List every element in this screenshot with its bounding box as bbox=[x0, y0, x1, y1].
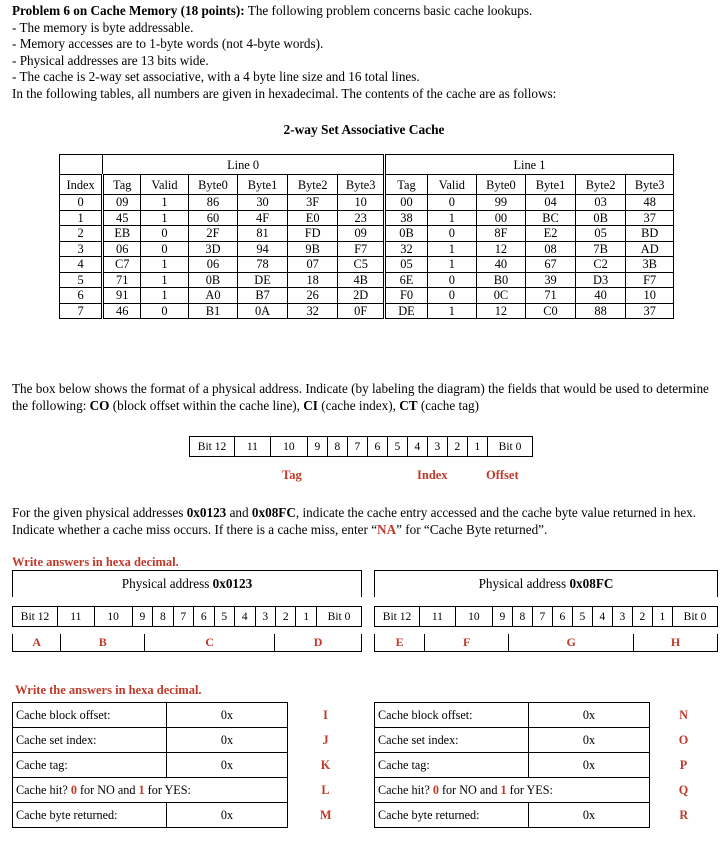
cache-cell: 6E bbox=[384, 272, 427, 288]
left-answer-value: 0x bbox=[167, 753, 288, 778]
hit-one: 1 bbox=[500, 782, 507, 797]
right-bit-cell: Bit 0 bbox=[673, 607, 718, 627]
right-answer-label: Cache byte returned: bbox=[375, 803, 529, 828]
format-paragraph bbox=[12, 381, 722, 414]
right-answer-letter: R bbox=[679, 807, 689, 822]
cache-cell: 0 bbox=[428, 226, 477, 242]
cache-cell: 0A bbox=[238, 303, 288, 319]
cache-cell: 71 bbox=[526, 288, 576, 304]
right-answer-row bbox=[375, 728, 718, 753]
cache-cell: 1 bbox=[60, 210, 103, 226]
cache-cell: F0 bbox=[384, 288, 427, 304]
right-bit-cell: 6 bbox=[552, 607, 572, 627]
format-bit-cell: 5 bbox=[387, 437, 407, 457]
right-answer-label: Cache set index: bbox=[375, 728, 529, 753]
left-answer-row bbox=[13, 728, 364, 753]
question-addr1: 0x0123 bbox=[186, 505, 227, 520]
right-answer-letter: O bbox=[678, 732, 689, 747]
cache-cell: 04 bbox=[526, 195, 576, 211]
cache-col-header: Index bbox=[60, 175, 103, 195]
cache-cell: B1 bbox=[188, 303, 238, 319]
cache-col-header: Byte0 bbox=[476, 175, 526, 195]
right-heading-addr: 0x08FC bbox=[569, 576, 614, 591]
right-answer-letter: N bbox=[679, 707, 688, 722]
question-paragraph bbox=[12, 505, 722, 538]
left-bit-cell: 3 bbox=[255, 607, 275, 627]
cache-col-header: Byte1 bbox=[238, 175, 288, 195]
right-answer-letter: P bbox=[679, 757, 688, 772]
cache-cell: BC bbox=[526, 210, 576, 226]
cache-col-header: Byte0 bbox=[188, 175, 238, 195]
cache-cell: 4 bbox=[60, 257, 103, 273]
right-answer-value: 0x bbox=[529, 753, 650, 778]
cache-col-header: Tag bbox=[384, 175, 427, 195]
right-bit-cell: 1 bbox=[652, 607, 672, 627]
cache-cell: 0 bbox=[60, 195, 103, 211]
left-label-d: D bbox=[275, 634, 362, 652]
cache-cell: E0 bbox=[287, 210, 338, 226]
format-bit-cell: 9 bbox=[307, 437, 327, 457]
right-answer-label: Cache tag: bbox=[375, 753, 529, 778]
ct-desc: (cache tag) bbox=[417, 397, 480, 413]
right-bit-cell: 2 bbox=[632, 607, 652, 627]
cache-cell: 40 bbox=[575, 288, 626, 304]
cache-row bbox=[60, 303, 674, 319]
cache-cell: 0B bbox=[384, 226, 427, 242]
tag-field-label: Tag bbox=[282, 468, 302, 482]
left-bit-cell: 4 bbox=[235, 607, 255, 627]
right-label-h: H bbox=[634, 634, 718, 652]
cache-cell: 60 bbox=[188, 210, 238, 226]
problem-intro bbox=[12, 3, 722, 103]
corner-cell bbox=[60, 155, 103, 175]
hit-mid: for NO and bbox=[438, 782, 501, 797]
cache-cell: 78 bbox=[238, 257, 288, 273]
format-bit-cell: 1 bbox=[467, 437, 487, 457]
cache-cell: E2 bbox=[526, 226, 576, 242]
left-answer-label: Cache byte returned: bbox=[13, 803, 167, 828]
cache-cell: 1 bbox=[428, 257, 477, 273]
right-bit-cell: 4 bbox=[592, 607, 612, 627]
line1-header: Line 1 bbox=[384, 155, 673, 175]
cache-col-header: Byte2 bbox=[575, 175, 626, 195]
cache-cell: 46 bbox=[103, 303, 141, 319]
right-answer-label: Cache block offset: bbox=[375, 703, 529, 728]
format-bit-cell: Bit 0 bbox=[488, 437, 533, 457]
cache-cell: C2 bbox=[575, 257, 626, 273]
cache-cell: 0 bbox=[428, 195, 477, 211]
left-bit-cell: 9 bbox=[132, 607, 152, 627]
cache-cell: 99 bbox=[476, 195, 526, 211]
cache-title: 2-way Set Associative Cache bbox=[283, 122, 445, 137]
left-answer-row bbox=[13, 803, 364, 828]
cache-cell: 10 bbox=[626, 288, 674, 304]
cache-cell: 67 bbox=[526, 257, 576, 273]
hex-note: In the following tables, all numbers are given in hexadecimal. The contents of the cache are as follows: bbox=[12, 85, 557, 101]
format-bit-cell: 3 bbox=[427, 437, 447, 457]
hit-suffix: for YES: bbox=[506, 782, 553, 797]
right-bit-cell: 5 bbox=[572, 607, 592, 627]
cache-cell: 00 bbox=[476, 210, 526, 226]
cache-row bbox=[60, 241, 674, 257]
cache-cell: 05 bbox=[384, 257, 427, 273]
cache-cell: 0B bbox=[188, 272, 238, 288]
right-address-heading bbox=[374, 570, 718, 597]
right-answer-row bbox=[375, 803, 718, 828]
cache-cell: 88 bbox=[575, 303, 626, 319]
na-term: NA bbox=[377, 521, 397, 537]
cache-cell: 09 bbox=[103, 195, 141, 211]
cache-cell: 0 bbox=[428, 272, 477, 288]
right-bit-cell: 11 bbox=[420, 607, 456, 627]
cache-header-row bbox=[60, 175, 674, 195]
problem-title: Problem 6 on Cache Memory (18 points): bbox=[12, 3, 245, 18]
cache-cell: 48 bbox=[626, 195, 674, 211]
cache-cell: DE bbox=[238, 272, 288, 288]
right-answer-value: 0x bbox=[529, 703, 650, 728]
line0-header: Line 0 bbox=[103, 155, 385, 175]
left-answer-label: Cache block offset: bbox=[13, 703, 167, 728]
cache-cell: 1 bbox=[141, 195, 188, 211]
write-hex-note: Write answers in hexa decimal. bbox=[12, 555, 179, 569]
left-heading-addr: 0x0123 bbox=[212, 576, 253, 591]
left-label-a: A bbox=[13, 634, 61, 652]
cache-col-header: Tag bbox=[103, 175, 141, 195]
cache-cell: 9B bbox=[287, 241, 338, 257]
cache-cell: 1 bbox=[428, 210, 477, 226]
cache-cell: AD bbox=[626, 241, 674, 257]
cache-cell: BD bbox=[626, 226, 674, 242]
hit-suffix: for YES: bbox=[144, 782, 191, 797]
cache-cell: 37 bbox=[626, 303, 674, 319]
cache-cell: 32 bbox=[287, 303, 338, 319]
right-answer-row bbox=[375, 753, 718, 778]
right-field-labels bbox=[374, 634, 718, 652]
cache-cell: 0 bbox=[428, 288, 477, 304]
cache-row bbox=[60, 257, 674, 273]
cache-cell: 08 bbox=[526, 241, 576, 257]
cache-cell: 07 bbox=[287, 257, 338, 273]
left-bit-cell: 6 bbox=[194, 607, 214, 627]
cache-cell: 32 bbox=[384, 241, 427, 257]
cache-cell: 2 bbox=[60, 226, 103, 242]
cache-cell: 3 bbox=[60, 241, 103, 257]
hit-prefix: Cache hit? bbox=[378, 782, 433, 797]
right-answer-row bbox=[375, 778, 718, 803]
right-bit-row bbox=[375, 607, 718, 627]
right-answer-letter: Q bbox=[678, 782, 689, 797]
format-bit-cell: 11 bbox=[235, 437, 271, 457]
hit-one: 1 bbox=[138, 782, 145, 797]
cache-cell: 3F bbox=[287, 195, 338, 211]
left-bit-cell: 10 bbox=[94, 607, 132, 627]
left-label-b: B bbox=[61, 634, 145, 652]
cache-cell: F7 bbox=[338, 241, 384, 257]
right-bit-cell: 8 bbox=[512, 607, 532, 627]
cache-cell: 2F bbox=[188, 226, 238, 242]
right-label-f: F bbox=[425, 634, 509, 652]
bullet: - The memory is byte addressable. bbox=[12, 19, 194, 35]
index-field-label: Index bbox=[417, 468, 448, 482]
cache-cell: 7B bbox=[575, 241, 626, 257]
format-text: The box below shows the format of a physical address. Indicate (by labeling the diagram) the fields that would be used to determine the following: bbox=[12, 381, 709, 413]
cache-row bbox=[60, 272, 674, 288]
cache-cell: B0 bbox=[476, 272, 526, 288]
question-text-c: ” for “Cache Byte returned”. bbox=[396, 521, 548, 537]
cache-cell: 1 bbox=[428, 303, 477, 319]
cache-cell: 37 bbox=[626, 210, 674, 226]
left-bit-cell: 7 bbox=[173, 607, 193, 627]
cache-cell: 0C bbox=[476, 288, 526, 304]
cache-cell: 0 bbox=[141, 241, 188, 257]
offset-field-label: Offset bbox=[486, 468, 519, 482]
format-bit-cell: Bit 12 bbox=[190, 437, 235, 457]
cache-table bbox=[59, 154, 674, 319]
cache-cell: DE bbox=[384, 303, 427, 319]
right-bit-cell: Bit 12 bbox=[375, 607, 420, 627]
left-bit-cell: Bit 0 bbox=[317, 607, 362, 627]
cache-col-header: Byte3 bbox=[338, 175, 384, 195]
format-bit-cell: 10 bbox=[270, 437, 307, 457]
cache-col-header: Byte2 bbox=[287, 175, 338, 195]
cache-cell: 1 bbox=[141, 288, 188, 304]
cache-cell: 94 bbox=[238, 241, 288, 257]
left-answer-letter: I bbox=[323, 707, 328, 722]
problem-title-line bbox=[12, 3, 722, 20]
left-answer-letter: K bbox=[320, 757, 331, 772]
cache-cell: 0 bbox=[141, 226, 188, 242]
right-answer-label bbox=[375, 778, 650, 803]
right-heading-prefix: Physical address bbox=[478, 576, 570, 591]
problem-subtitle: The following problem concerns basic cache lookups. bbox=[244, 3, 533, 18]
left-answer-letter: L bbox=[321, 782, 330, 797]
right-answer-value: 0x bbox=[529, 728, 650, 753]
cache-cell: 1 bbox=[141, 210, 188, 226]
cache-cell: 03 bbox=[575, 195, 626, 211]
left-answer-letter: J bbox=[322, 732, 329, 747]
cache-col-header: Valid bbox=[141, 175, 188, 195]
left-answer-value: 0x bbox=[167, 703, 288, 728]
question-text: For the given physical addresses bbox=[12, 505, 187, 520]
left-bit-cell: 1 bbox=[296, 607, 317, 627]
write-answers-note: Write the answers in hexa decimal. bbox=[15, 683, 202, 697]
cache-col-header: Byte1 bbox=[526, 175, 576, 195]
cache-cell: B7 bbox=[238, 288, 288, 304]
left-answer-label: Cache tag: bbox=[13, 753, 167, 778]
co-term: CO bbox=[89, 397, 110, 413]
cache-cell: 7 bbox=[60, 303, 103, 319]
format-bit-cell: 7 bbox=[347, 437, 367, 457]
ct-term: CT bbox=[399, 397, 418, 413]
cache-cell: 00 bbox=[384, 195, 427, 211]
cache-cell: A0 bbox=[188, 288, 238, 304]
cache-row bbox=[60, 288, 674, 304]
cache-cell: 4B bbox=[338, 272, 384, 288]
cache-cell: F7 bbox=[626, 272, 674, 288]
bullet: - The cache is 2-way set associative, with a 4 byte line size and 16 total lines. bbox=[12, 69, 420, 85]
cache-cell: 23 bbox=[338, 210, 384, 226]
cache-cell: 06 bbox=[188, 257, 238, 273]
cache-cell: D3 bbox=[575, 272, 626, 288]
left-answer-value: 0x bbox=[167, 803, 288, 828]
cache-cell: 06 bbox=[103, 241, 141, 257]
right-bit-cell: 7 bbox=[532, 607, 552, 627]
cache-col-header: Byte3 bbox=[626, 175, 674, 195]
right-bit-cell: 9 bbox=[492, 607, 512, 627]
left-answer-row bbox=[13, 778, 364, 803]
cache-cell: 12 bbox=[476, 241, 526, 257]
cache-cell: 86 bbox=[188, 195, 238, 211]
cache-col-header: Valid bbox=[428, 175, 477, 195]
cache-cell: C0 bbox=[526, 303, 576, 319]
left-answer-table bbox=[12, 702, 364, 828]
bullet: - Physical addresses are 13 bits wide. bbox=[12, 52, 209, 68]
cache-cell: 91 bbox=[103, 288, 141, 304]
cache-row bbox=[60, 226, 674, 242]
cache-cell: 18 bbox=[287, 272, 338, 288]
left-heading-prefix: Physical address bbox=[121, 576, 213, 591]
address-format-bits bbox=[189, 436, 533, 457]
right-answer-table bbox=[374, 702, 718, 828]
cache-cell: 3B bbox=[626, 257, 674, 273]
left-bit-cell: 2 bbox=[275, 607, 295, 627]
cache-cell: EB bbox=[103, 226, 141, 242]
cache-cell: 6 bbox=[60, 288, 103, 304]
bullet: - Memory accesses are to 1-byte words (not 4-byte words). bbox=[12, 36, 324, 52]
cache-cell: 26 bbox=[287, 288, 338, 304]
right-bits bbox=[374, 606, 718, 627]
cache-row bbox=[60, 210, 674, 226]
cache-cell: 4F bbox=[238, 210, 288, 226]
cache-cell: 39 bbox=[526, 272, 576, 288]
cache-cell: 2D bbox=[338, 288, 384, 304]
cache-cell: 81 bbox=[238, 226, 288, 242]
hit-mid: for NO and bbox=[76, 782, 139, 797]
cache-cell: 0B bbox=[575, 210, 626, 226]
right-label-e: E bbox=[375, 634, 425, 652]
right-answer-value: 0x bbox=[529, 803, 650, 828]
left-answer-label: Cache set index: bbox=[13, 728, 167, 753]
cache-cell: 38 bbox=[384, 210, 427, 226]
left-answer-label bbox=[13, 778, 288, 803]
right-bit-cell: 3 bbox=[612, 607, 632, 627]
left-answer-value: 0x bbox=[167, 728, 288, 753]
cache-cell: 12 bbox=[476, 303, 526, 319]
hit-prefix: Cache hit? bbox=[16, 782, 71, 797]
question-addr2: 0x08FC bbox=[251, 505, 296, 520]
left-answer-row bbox=[13, 753, 364, 778]
format-bit-cell: 6 bbox=[367, 437, 387, 457]
format-bit-cell: 8 bbox=[327, 437, 347, 457]
cache-cell: 09 bbox=[338, 226, 384, 242]
cache-cell: 30 bbox=[238, 195, 288, 211]
left-answer-letter: M bbox=[319, 807, 332, 822]
cache-cell: FD bbox=[287, 226, 338, 242]
cache-cell: C7 bbox=[103, 257, 141, 273]
ci-desc: (cache index), bbox=[317, 397, 400, 413]
question-text-b: , indicate the cache entry accessed and the cache byte value returned in hex. Indicate whether a cache miss occurs. If there is a cache miss, enter “ bbox=[12, 505, 697, 537]
left-bit-row bbox=[13, 607, 362, 627]
hit-zero: 0 bbox=[432, 782, 439, 797]
right-bit-cell: 10 bbox=[455, 607, 492, 627]
cache-cell: 71 bbox=[103, 272, 141, 288]
cache-cell: 1 bbox=[428, 241, 477, 257]
left-field-labels bbox=[12, 634, 362, 652]
left-label-c: C bbox=[145, 634, 275, 652]
cache-cell: 3D bbox=[188, 241, 238, 257]
cache-cell: 40 bbox=[476, 257, 526, 273]
question-and: and bbox=[226, 505, 252, 520]
cache-cell: 10 bbox=[338, 195, 384, 211]
left-address-heading bbox=[12, 570, 362, 597]
left-bit-cell: 5 bbox=[214, 607, 234, 627]
left-bit-cell: Bit 12 bbox=[13, 607, 58, 627]
cache-cell: 5 bbox=[60, 272, 103, 288]
format-bit-row bbox=[190, 437, 533, 457]
left-bit-cell: 8 bbox=[153, 607, 173, 627]
cache-cell: 1 bbox=[141, 257, 188, 273]
right-answer-row bbox=[375, 703, 718, 728]
cache-cell: 0 bbox=[141, 303, 188, 319]
format-bit-cell: 4 bbox=[407, 437, 427, 457]
cache-cell: 45 bbox=[103, 210, 141, 226]
cache-cell: 0F bbox=[338, 303, 384, 319]
left-bit-cell: 11 bbox=[58, 607, 95, 627]
hit-zero: 0 bbox=[70, 782, 77, 797]
left-bits bbox=[12, 606, 362, 627]
cache-cell: C5 bbox=[338, 257, 384, 273]
ci-term: CI bbox=[303, 397, 318, 413]
right-label-g: G bbox=[509, 634, 634, 652]
left-answer-row bbox=[13, 703, 364, 728]
cache-cell: 8F bbox=[476, 226, 526, 242]
format-bit-cell: 2 bbox=[447, 437, 467, 457]
cache-cell: 05 bbox=[575, 226, 626, 242]
cache-row bbox=[60, 195, 674, 211]
co-desc: (block offset within the cache line), bbox=[109, 397, 304, 413]
cache-cell: 1 bbox=[141, 272, 188, 288]
